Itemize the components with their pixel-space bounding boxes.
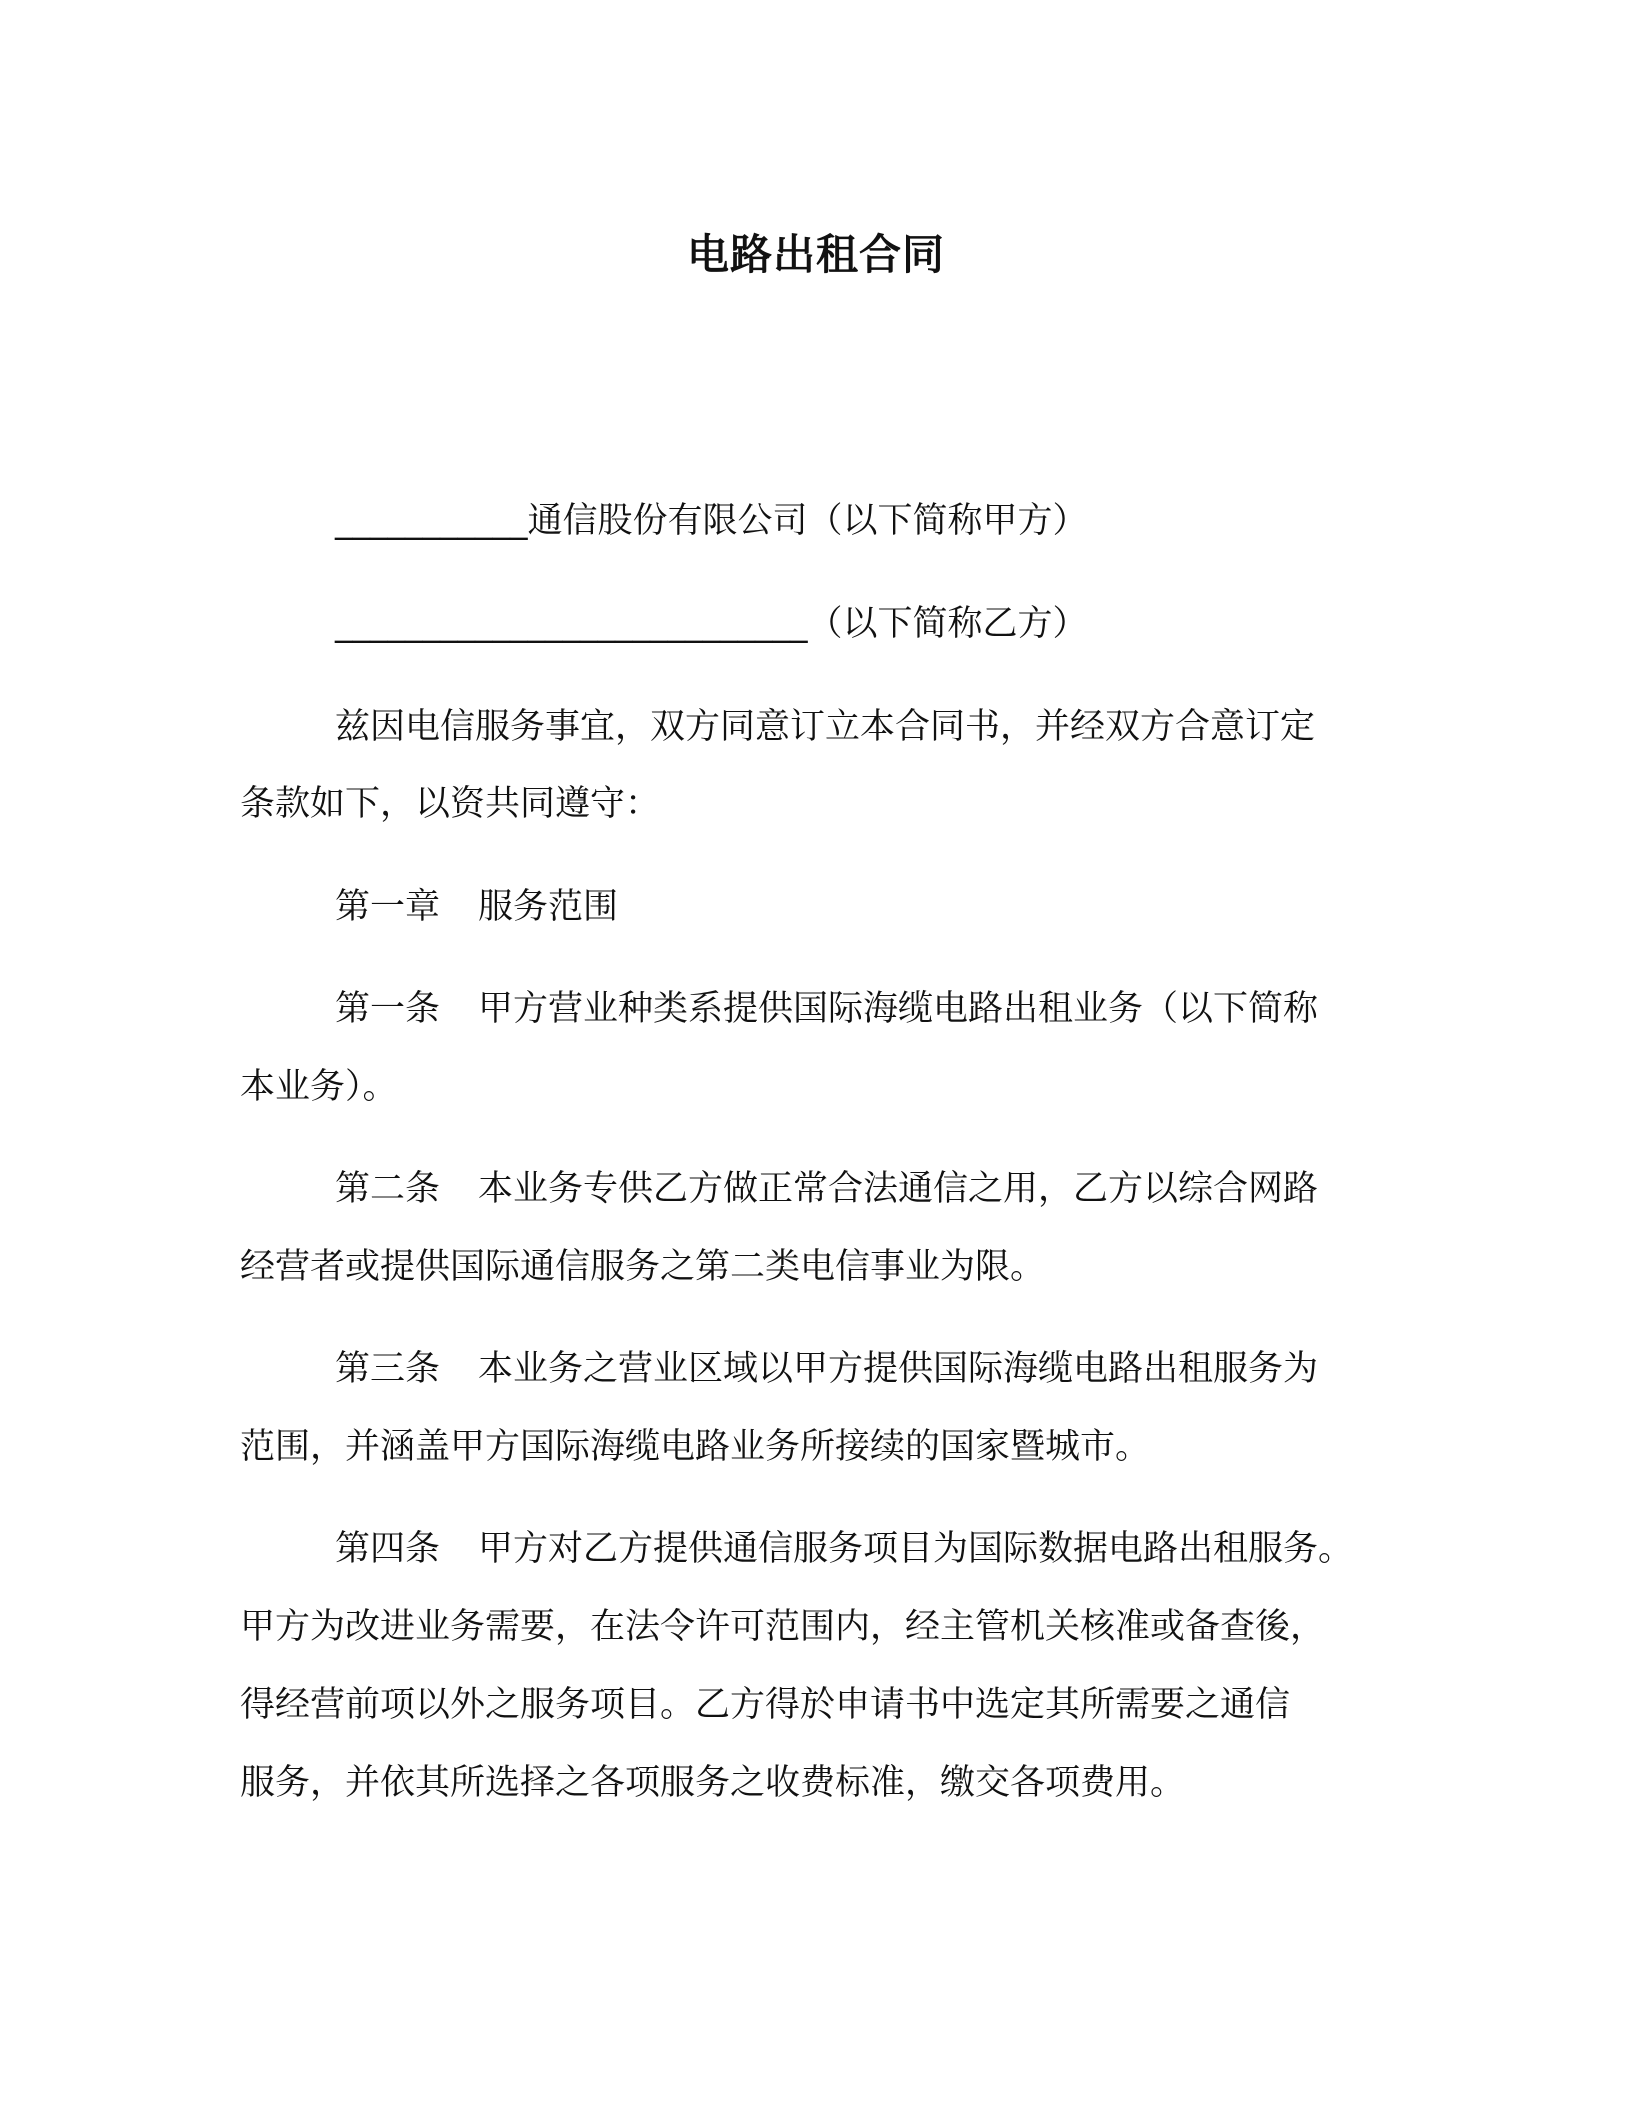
article-2-text-1: 本业务专供乙方做正常合法通信之用，乙方以综合网路 xyxy=(478,1169,1319,1209)
intro-line-1: 兹因电信服务事宜，双方同意订立本合同书，并经双方合意订定 xyxy=(335,707,1316,747)
party-b-line: ___________________________（以下简称乙方） xyxy=(335,604,1088,644)
article-2-line-2: 经营者或提供国际通信服务之第二类电信事业为限。 xyxy=(240,1247,1046,1287)
article-1-line-2: 本业务）。 xyxy=(240,1067,398,1107)
article-1-text-1: 甲方营业种类系提供国际海缆电路出租业务（以下简称 xyxy=(478,989,1319,1029)
chapter-label: 第一章 xyxy=(335,887,441,927)
article-2-line-1 xyxy=(335,1150,1495,1228)
article-1-line-1 xyxy=(335,970,1495,1048)
party-a-line: ___________通信股份有限公司（以下简称甲方） xyxy=(335,501,1088,541)
chapter-heading xyxy=(335,868,1495,946)
article-3-label: 第三条 xyxy=(335,1349,441,1389)
article-2-label: 第二条 xyxy=(335,1169,441,1209)
article-3-line-2: 范围，并涵盖甲方国际海缆电路业务所接续的国家暨城市。 xyxy=(240,1427,1151,1467)
article-4-line-2: 甲方为改进业务需要，在法令许可范围内，经主管机关核准或备查後， xyxy=(240,1607,1326,1647)
article-4-text-1: 甲方对乙方提供通信服务项目为国际数据电路出租服务。 xyxy=(478,1529,1354,1569)
article-4-line-3: 得经营前项以外之服务项目。乙方得於申请书中选定其所需要之通信 xyxy=(240,1685,1291,1725)
article-3-line-1 xyxy=(335,1330,1495,1408)
chapter-title: 服务范围 xyxy=(478,887,619,927)
article-4-line-1 xyxy=(335,1510,1495,1588)
article-4-label: 第四条 xyxy=(335,1529,441,1569)
intro-line-2: 条款如下，以资共同遵守： xyxy=(240,784,661,824)
article-1-label: 第一条 xyxy=(335,989,441,1029)
document-title: 电路出租合同 xyxy=(686,230,945,279)
article-4-line-4: 服务，并依其所选择之各项服务之收费标准，缴交各项费用。 xyxy=(240,1763,1186,1803)
article-3-text-1: 本业务之营业区域以甲方提供国际海缆电路出租服务为 xyxy=(478,1349,1319,1389)
